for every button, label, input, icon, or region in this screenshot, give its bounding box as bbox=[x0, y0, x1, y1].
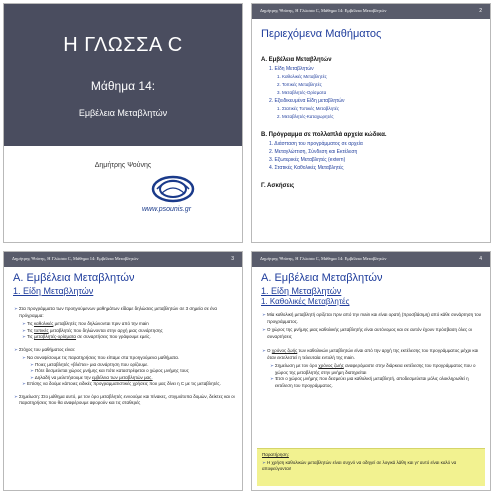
sub-bullet: ➢ Έτσι ο χώρος μνήμης που δεσμεύει μια καθολική μεταβλητή, αποδεσμεύεται μόλις ολοκληρωθεί η εκτέλεση του προγράμματος. bbox=[270, 376, 469, 388]
slide-body bbox=[261, 312, 483, 389]
slide-header bbox=[4, 252, 242, 267]
website-link[interactable]: www.psounis.gr bbox=[142, 206, 192, 213]
toc-subitem[interactable]: 2. Τοπικές Μεταβλητές bbox=[277, 82, 322, 87]
toc-item[interactable]: 4. Στατικές Καθολικές Μεταβλητές bbox=[269, 165, 344, 171]
arrow-bullet-icon: ➢ bbox=[30, 374, 35, 380]
sub-sub-bullet: ➢ Ποιες μεταβλητές «βλέπει» μια συνάρτηση που ορίζουμε. bbox=[30, 361, 149, 367]
bullet-paragraph: ➢ Ο χρόνος ζωής των καθολικών μεταβλητών είναι από την αρχή της εκτέλεσης του προγράμματος μέχρι και όταν εκτελεστεί η τελευταία εντολή της main. bbox=[262, 348, 479, 360]
sub-bullet: ➢ Τις καθολικές μεταβλητές που δηλώνονται πριν από την main bbox=[22, 321, 149, 326]
arrow-bullet-icon: ➢ bbox=[22, 355, 28, 360]
sub-bullet: ➢ Επίσης να δούμε κάποιες ειδικές προγραμματιστικές χρήσεις που μας δίνει η C με τις μεταβλητές. bbox=[22, 381, 221, 386]
section-heading: Α. Εμβέλεια Μεταβλητών bbox=[13, 272, 135, 284]
arrow-bullet-icon: ➢ bbox=[14, 346, 20, 352]
arrow-bullet-icon: ➢ bbox=[270, 363, 276, 368]
arrow-bullet-icon: ➢ bbox=[22, 321, 27, 326]
slide-number: 4 bbox=[479, 256, 482, 262]
sub-bullet: ➢ Τις τοπικές μεταβλητές που δηλώνονται στην αρχή μιας συνάρτησης bbox=[22, 327, 163, 333]
subsubsection-heading: 1. Καθολικές Μεταβλητές bbox=[261, 297, 350, 306]
toc-item[interactable]: 3. Εξωτερικές Μεταβλητές (extern) bbox=[269, 157, 346, 163]
note-title: Παρατήρηση: bbox=[262, 452, 289, 457]
psounis-logo-icon bbox=[151, 174, 195, 204]
slide-3-variable-types[interactable] bbox=[3, 251, 243, 491]
bullet-paragraph: ➢ Σημείωση: Στο μάθημα αυτό, με τον όρο μεταβλητές εννοούμε και πίνακες, στιγμιότυπα δομών, δείκτες και οι παρατηρήσεις που θα αναφέρουμε αφορούν και τις σταθερές bbox=[14, 393, 235, 405]
arrow-bullet-icon: ➢ bbox=[22, 381, 28, 386]
slide-header bbox=[252, 4, 490, 19]
toc-subitem[interactable]: 1. Καθολικές Μεταβλητές bbox=[277, 74, 327, 79]
lesson-number: Μάθημα 14: bbox=[90, 79, 156, 93]
header-text: Δημήτρης Ψούνης, Η Γλώσσα C, Μάθημα 14: Εμβέλεια Μεταβλητών bbox=[260, 256, 387, 261]
toc-item[interactable]: 2. Εξειδικευμένα Είδη μεταβλητών bbox=[269, 98, 345, 104]
arrow-bullet-icon: ➢ bbox=[30, 361, 36, 367]
contents-title: Περιεχόμενα Μαθήματος bbox=[261, 28, 382, 40]
arrow-bullet-icon: ➢ bbox=[14, 393, 20, 399]
header-text: Δημήτρης Ψούνης, Η Γλώσσα C, Μάθημα 14: Εμβέλεια Μεταβλητών bbox=[12, 256, 139, 261]
course-title: Η ΓΛΩΣΣΑ C bbox=[63, 34, 183, 56]
slide-2-contents[interactable] bbox=[251, 3, 491, 243]
arrow-bullet-icon: ➢ bbox=[262, 312, 268, 317]
arrow-bullet-icon: ➢ bbox=[22, 334, 27, 339]
note-text: ➢ Η χρήση καθολικών μεταβλητών είναι συχνό να οδηγεί σε λογικά λάθη και γι' αυτό είναι καλό να αποφεύγονται! bbox=[262, 460, 457, 471]
toc-item[interactable]: 1. Διάσπαση του προγράμματος σε αρχεία bbox=[269, 141, 363, 147]
slide-number: 2 bbox=[479, 8, 482, 14]
bullet-paragraph: ➢ Ο χώρος της μνήμης μιας καθολικής μεταβλητής είναι αυτόνομος και σε αυτόν έχουν πρόσβαση όλες οι συναρτήσεις bbox=[262, 327, 472, 339]
toc-subitem[interactable]: 3. Μεταβλητές-Ορίσματα bbox=[277, 90, 327, 95]
arrow-bullet-icon: ➢ bbox=[30, 368, 36, 373]
note-box bbox=[257, 448, 485, 486]
header-text: Δημήτρης Ψούνης, Η Γλώσσα C, Μάθημα 14: Εμβέλεια Μεταβλητών bbox=[260, 8, 387, 13]
arrow-bullet-icon: ➢ bbox=[14, 306, 20, 311]
toc-subitem[interactable]: 2. Μεταβλητές-Καταχωρητές bbox=[277, 114, 334, 119]
title-panel bbox=[4, 4, 242, 146]
subsection-heading: 1. Είδη Μεταβλητών bbox=[13, 286, 94, 296]
slide-body bbox=[13, 306, 235, 409]
sub-sub-bullet: ➢ Πότε δεσμεύεται χώρος μνήμης και πότε καταστρέφεται ο χώρος μνήμης τους bbox=[30, 368, 189, 373]
bullet-paragraph: ➢ Στόχος του μαθήματος είναι: bbox=[14, 346, 75, 352]
subsection-heading: 1. Είδη Μεταβλητών bbox=[261, 286, 342, 296]
arrow-bullet-icon: ➢ bbox=[262, 327, 268, 332]
toc-item[interactable]: 2. Μεταγλώττιση, Σύνδεση και Εκτέλεση bbox=[269, 149, 358, 155]
section-c: Γ. Ασκήσεις bbox=[261, 183, 295, 189]
section-b: Β. Πρόγραμμα σε πολλαπλά αρχεία κώδικα. bbox=[261, 132, 387, 138]
slide-4-global-variables[interactable] bbox=[251, 251, 491, 491]
bullet-paragraph: ➢ Μία καθολική μεταβλητή ορίζεται πριν από την main και είναι ορατή (προσβάσιμη) από κάθε συνάρτηση του προγράμματος. bbox=[262, 312, 482, 324]
lesson-subtitle: Εμβέλεια Μεταβλητών bbox=[78, 108, 168, 118]
sub-bullet: ➢ Τις μεταβλητές-ορίσματα σε συναρτήσεις που γράφουμε εμείς. bbox=[22, 334, 151, 339]
slide-header bbox=[252, 252, 490, 267]
author-name: Δημήτρης Ψούνης bbox=[94, 162, 152, 169]
section-heading: Α. Εμβέλεια Μεταβλητών bbox=[261, 272, 383, 284]
arrow-bullet-icon: ➢ bbox=[262, 348, 268, 353]
sub-bullet: ➢ Να συνοψίσουμε τις παρατηρήσεις που είπαμε στα προηγούμενα μαθήματα. bbox=[22, 355, 180, 360]
bullet-paragraph: ➢ Στα προγράμματα των προηγούμενων μαθημάτων είδαμε δηλώσεις μεταβλητών σε 3 σημεία σε ένα πρόγραμμα: bbox=[14, 306, 217, 318]
sub-sub-bullet: ➢ Δηλαδή να μελετήσουμε την εμβέλεια των μεταβλητών μας. bbox=[30, 374, 153, 380]
section-a: Α. Εμβέλεια Μεταβλητών bbox=[261, 57, 332, 63]
slide-1-title[interactable] bbox=[3, 3, 243, 243]
toc-item[interactable]: 1. Είδη Μεταβλητών bbox=[269, 66, 314, 72]
slide-number: 3 bbox=[231, 256, 234, 262]
arrow-bullet-icon: ➢ bbox=[262, 460, 268, 465]
arrow-bullet-icon: ➢ bbox=[22, 327, 27, 333]
toc-subitem[interactable]: 1. Στατικές Τοπικές Μεταβλητές bbox=[277, 106, 340, 111]
arrow-bullet-icon: ➢ bbox=[270, 376, 276, 381]
table-of-contents bbox=[261, 56, 486, 191]
sub-bullet: ➢ Σημείωση με τον όρο χρόνος ζωής αναφερόμαστε στην διάρκεια εκτέλεσης του προγράμματος που ο χώρος της μεταβλητής στην μνήμη διατηρείται bbox=[270, 363, 476, 375]
